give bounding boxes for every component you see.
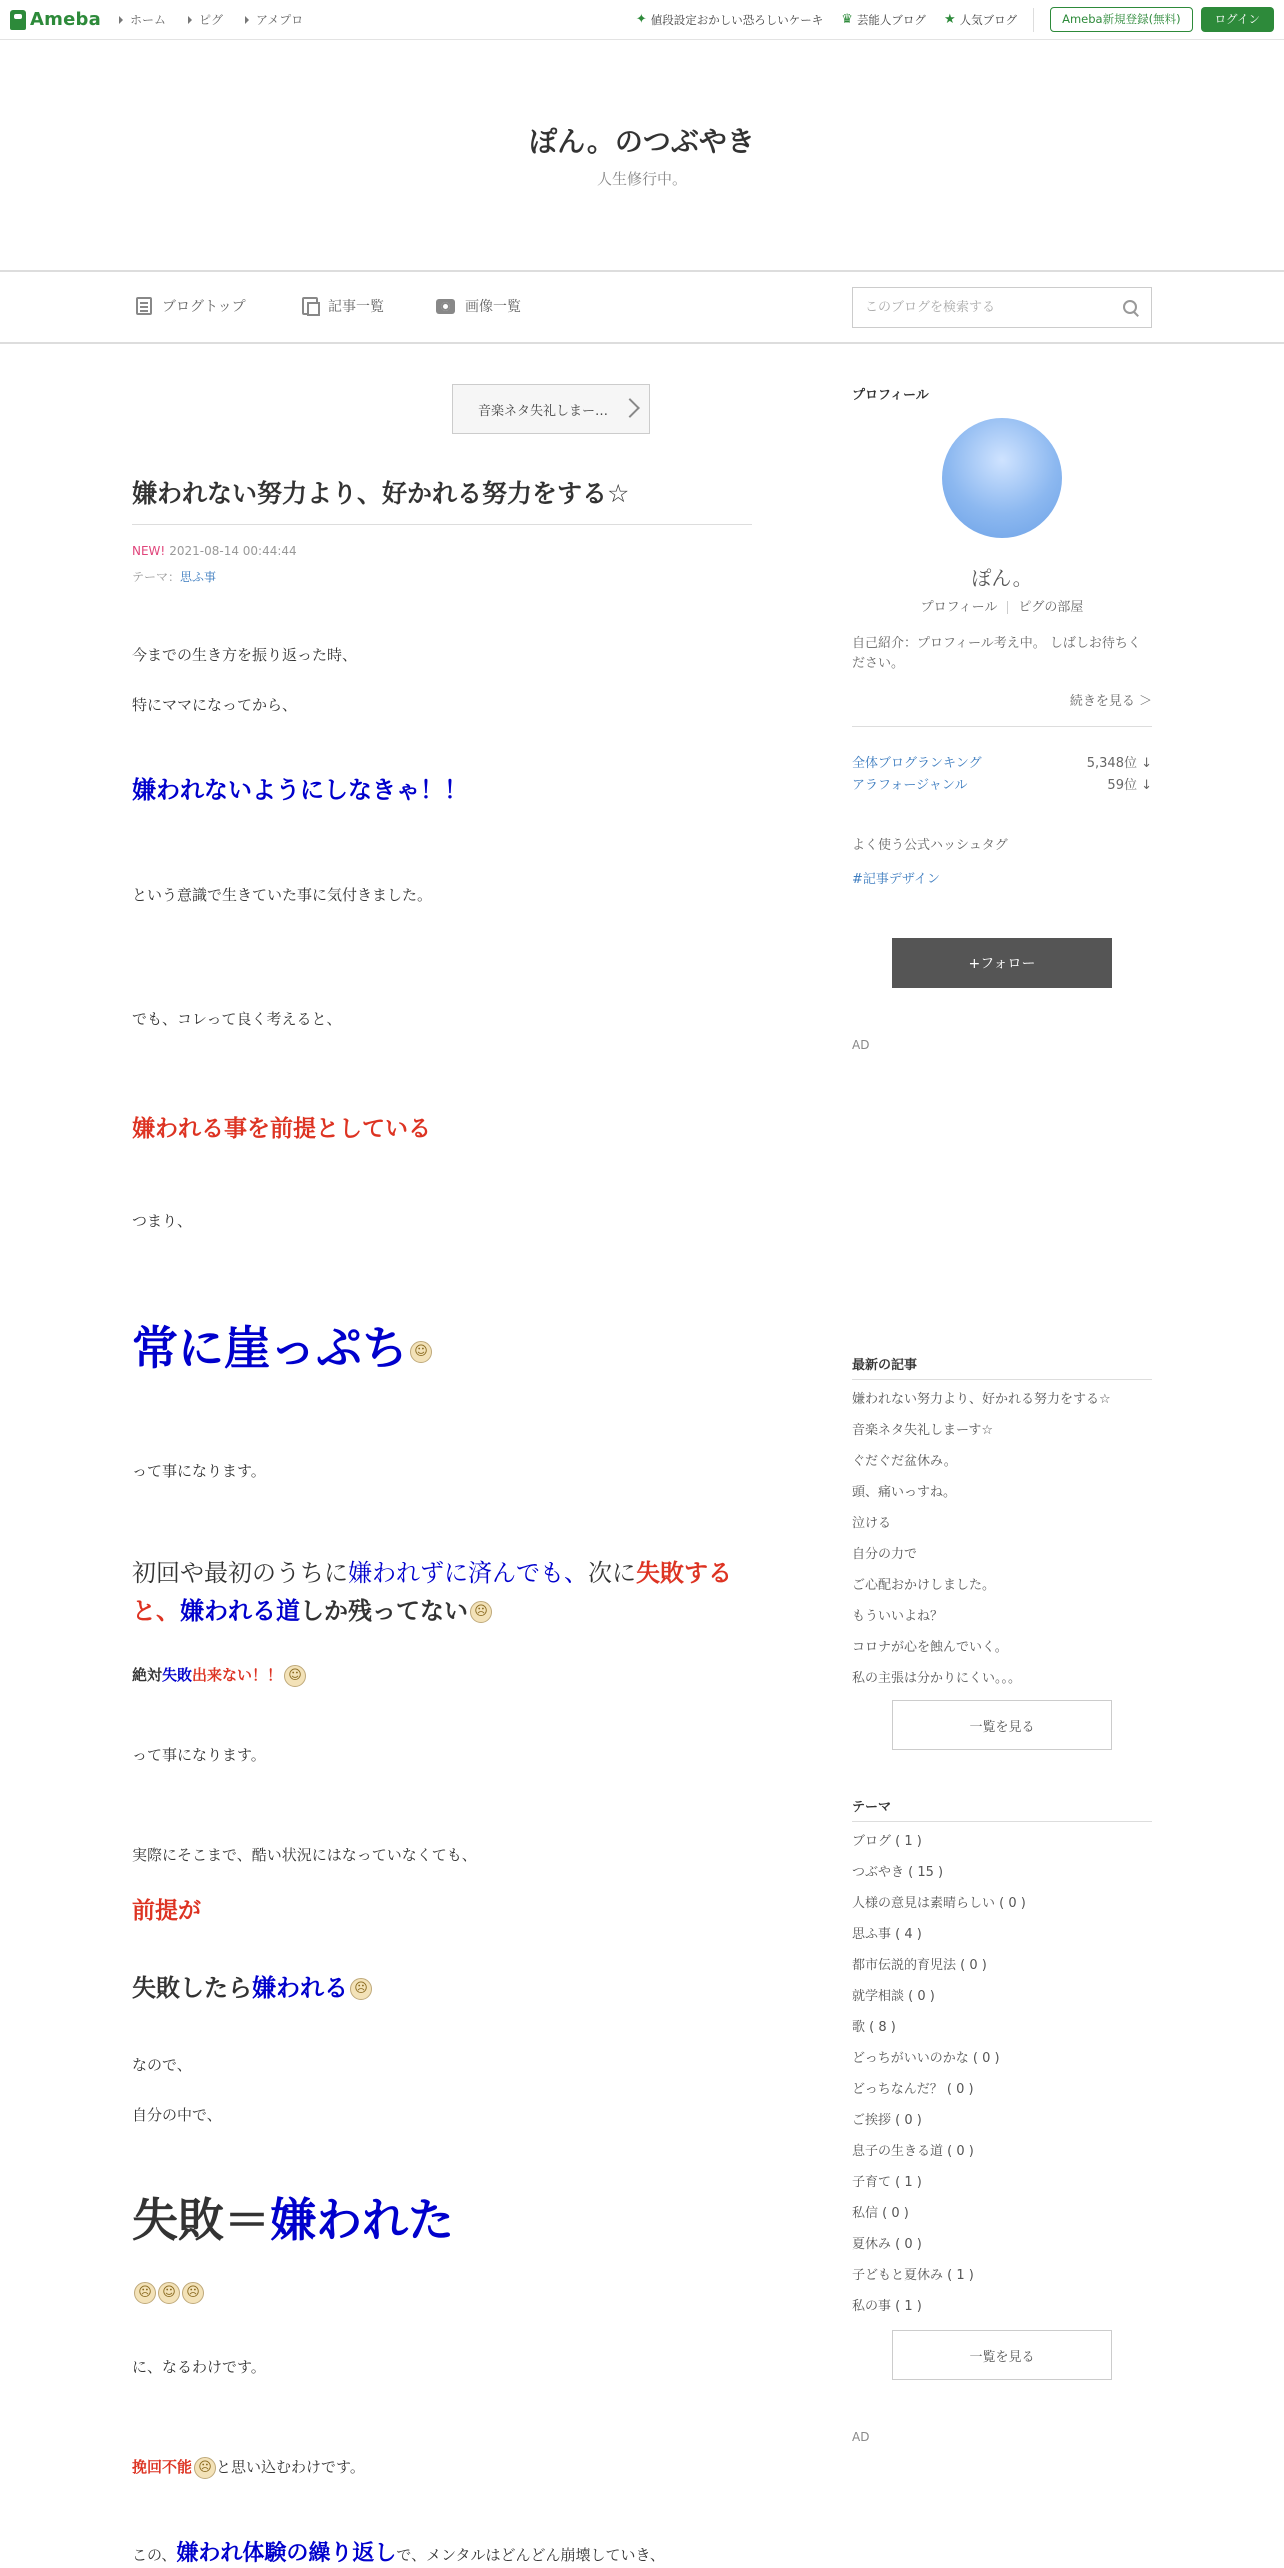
- follow-button[interactable]: +フォロー: [892, 938, 1112, 988]
- paragraph-mixed: 初回や最初のうちに嫌われずに済んでも、次に失敗すると、嫌われる道しか残ってない ☹: [132, 1559, 732, 1625]
- recent-entry-link[interactable]: ご心配おかけしました。: [852, 1578, 996, 1593]
- recent-entry-link[interactable]: もういいよね？: [852, 1609, 944, 1624]
- promo-cake-link[interactable]: ✦ 値段設定おかしい恐ろしいケーキ: [635, 12, 824, 27]
- ameba-logo[interactable]: Ameba: [10, 9, 101, 30]
- paragraph: という意識で生きていた事に気付きました。: [132, 886, 433, 904]
- plus-star-icon: ✦: [635, 12, 647, 27]
- read-more-link[interactable]: 続きを見る ＞: [1069, 694, 1152, 709]
- ad-label: AD: [852, 1038, 870, 1052]
- theme-link[interactable]: 思ふ事: [180, 570, 217, 584]
- emoji-icon: ☺: [158, 2282, 180, 2304]
- copy-icon: [302, 297, 318, 315]
- theme-link[interactable]: 就学相談 ( 0 ): [852, 1989, 935, 2004]
- recent-entry-link[interactable]: 泣ける: [852, 1516, 892, 1531]
- emoji-icon: ☹: [350, 1978, 372, 2000]
- theme-link[interactable]: 歌 ( 8 ): [852, 2020, 896, 2035]
- profile-links: [852, 596, 1152, 615]
- triangle-right-icon: [245, 16, 249, 24]
- recent-entry-link[interactable]: ぐだぐだ盆休み。: [852, 1454, 957, 1469]
- blog-subtitle: 人生修行中。: [596, 170, 687, 188]
- hashtags-heading: よく使う公式ハッシュタグ: [852, 838, 1008, 853]
- triangle-right-icon: [119, 16, 123, 24]
- emoji-icon: ☺: [410, 1341, 432, 1363]
- triangle-right-icon: [188, 16, 192, 24]
- article-meta: [132, 544, 297, 558]
- theme-link[interactable]: 私信 ( 0 ): [852, 2206, 909, 2221]
- new-badge: NEW!: [132, 544, 166, 558]
- blog-nav: [0, 270, 1284, 344]
- paragraph: 自分の中で、: [132, 2106, 222, 2124]
- emphasis-large: 常に崖っぷち ☺: [132, 1312, 432, 1378]
- recent-heading: 最新の記事: [852, 1354, 1152, 1380]
- document-icon: [136, 297, 152, 315]
- theme-link[interactable]: 子どもと夏休み ( 1 ): [852, 2268, 974, 2283]
- emoji-icon: ☹: [470, 1601, 492, 1623]
- article-theme: テーマ：思ふ事: [132, 570, 217, 584]
- nav-amepro-link[interactable]: アメプロ: [245, 11, 303, 28]
- paragraph: って事になります。: [132, 1462, 266, 1480]
- theme-link[interactable]: つぶやき ( 15 ): [852, 1865, 944, 1880]
- theme-link[interactable]: ご挨拶 ( 0 ): [852, 2113, 922, 2128]
- recent-entry-link[interactable]: 頭、痛いっすね。: [852, 1485, 957, 1500]
- promo-popular-link[interactable]: ★ 人気ブログ: [943, 12, 1018, 27]
- theme-link[interactable]: 子育て ( 1 ): [852, 2175, 922, 2190]
- theme-link[interactable]: 私の事 ( 1 ): [852, 2299, 922, 2314]
- promo-celebrity-link[interactable]: ♛ 芸能人ブログ: [841, 12, 926, 27]
- paragraph: って事になります。: [132, 1746, 266, 1764]
- paragraph: 特にママになってから、: [132, 696, 298, 714]
- theme-link[interactable]: 夏休み ( 0 ): [852, 2237, 922, 2252]
- chevron-right-icon: [620, 398, 640, 418]
- paragraph-mixed: 絶対失敗出来ない！！ ☺: [132, 1664, 306, 1687]
- emoji-icon: ☹: [182, 2282, 204, 2304]
- search-input[interactable]: [865, 300, 1123, 315]
- camera-icon: [436, 299, 455, 314]
- theme-link[interactable]: 息子の生きる道 ( 0 ): [852, 2144, 974, 2159]
- nav-pig-link[interactable]: ピグ: [188, 11, 223, 28]
- paragraph-mixed: この、嫌われ体験の繰り返しで、メンタルはどんどん崩壊していき、: [132, 2541, 665, 2566]
- ranking-genre[interactable]: アラフォージャンル 59位 ↓: [852, 778, 1152, 793]
- recent-entry-link[interactable]: 音楽ネタ失礼しまーす☆: [852, 1423, 994, 1438]
- search-icon[interactable]: [1123, 300, 1139, 316]
- ranking-overall[interactable]: 全体ブログランキング 5,348位 ↓: [852, 756, 1152, 771]
- recent-entry-link[interactable]: 自分の力で: [852, 1547, 918, 1562]
- recent-entry-link[interactable]: 嫌われない努力より、好かれる努力をする☆: [852, 1392, 1111, 1407]
- avatar[interactable]: [942, 418, 1062, 538]
- theme-heading: テーマ: [852, 1796, 1152, 1822]
- nav-home-link[interactable]: ホーム: [119, 11, 166, 28]
- emphasis-red: 嫌われる事を前提としている: [132, 1116, 431, 1142]
- emoji-icon: ☹: [134, 2282, 156, 2304]
- paragraph: つまり、: [132, 1212, 193, 1230]
- article-title[interactable]: 嫌われない努力より、好かれる努力をする☆: [132, 474, 752, 525]
- paragraph: に、なるわけです。: [132, 2358, 266, 2376]
- ameba-logo-icon: [10, 10, 26, 30]
- profile-link[interactable]: プロフィール: [920, 600, 998, 615]
- hashtag-link[interactable]: #記事デザイン: [852, 872, 940, 887]
- emoji-row: [132, 2282, 204, 2304]
- crown-icon: ♛: [841, 12, 853, 27]
- profile-name[interactable]: ぽん。: [971, 566, 1033, 590]
- paragraph-mixed: 挽回不能 ☹ と思い込むわけです。: [132, 2456, 365, 2479]
- theme-link[interactable]: どっちがいいのかな ( 0 ): [852, 2051, 1000, 2066]
- emphasis-red: 前提が: [132, 1898, 201, 1924]
- blog-search: [852, 287, 1152, 328]
- entry-list-link[interactable]: 記事一覧: [302, 296, 384, 316]
- blog-top-link[interactable]: ブログトップ: [136, 296, 246, 316]
- theme-list-button[interactable]: 一覧を見る: [892, 2330, 1112, 2380]
- emoji-icon: ☹: [194, 2457, 216, 2479]
- blog-title[interactable]: ぽん。のつぶやき: [529, 125, 755, 158]
- emoji-icon: ☺: [284, 1665, 306, 1687]
- theme-link[interactable]: 都市伝説的育児法 ( 0 ): [852, 1958, 987, 1973]
- paragraph-mixed: 失敗したら嫌われる ☹: [132, 1968, 372, 2003]
- paragraph: でも、コレって良く考えると、: [132, 1010, 342, 1028]
- blog-header: [0, 40, 1284, 270]
- emphasis-large: 失敗＝嫌われた: [132, 2193, 454, 2247]
- ad-label: AD: [852, 2430, 870, 2444]
- register-button[interactable]: Ameba新規登録(無料): [1050, 7, 1192, 32]
- recent-list-button[interactable]: 一覧を見る: [892, 1700, 1112, 1750]
- global-header: [0, 0, 1284, 40]
- login-button[interactable]: ログイン: [1201, 7, 1274, 32]
- paragraph: 今までの生き方を振り返った時、: [132, 646, 358, 664]
- recent-entry-link[interactable]: 私の主張は分かりにくい。。。: [852, 1671, 1022, 1686]
- image-list-link[interactable]: 画像一覧: [436, 296, 521, 316]
- prev-entry-button[interactable]: 音楽ネタ失礼しまー…: [452, 384, 650, 434]
- theme-link[interactable]: 人様の意見は素晴らしい ( 0 ): [852, 1896, 1026, 1911]
- paragraph: なので、: [132, 2056, 192, 2074]
- profile-heading: プロフィール: [852, 388, 929, 403]
- profile-intro: 自己紹介：プロフィール考え中。 しばしお待ちください。: [852, 636, 1141, 671]
- star-icon: ★: [943, 12, 956, 27]
- theme-link[interactable]: 思ふ事 ( 4 ): [852, 1927, 922, 1942]
- emphasis-blue: 嫌われないようにしなきゃ！！: [132, 776, 468, 804]
- theme-link[interactable]: どっちなんだ？ ( 0 ): [852, 2082, 974, 2097]
- article-date: 2021-08-14 00:44:44: [169, 544, 297, 558]
- recent-entry-link[interactable]: コロナが心を蝕んでいく。: [852, 1640, 1008, 1655]
- pig-room-link[interactable]: ピグの部屋: [1018, 600, 1084, 615]
- paragraph: 実際にそこまで、酷い状況にはなっていなくても、: [132, 1846, 477, 1864]
- theme-link[interactable]: ブログ ( 1 ): [852, 1834, 922, 1849]
